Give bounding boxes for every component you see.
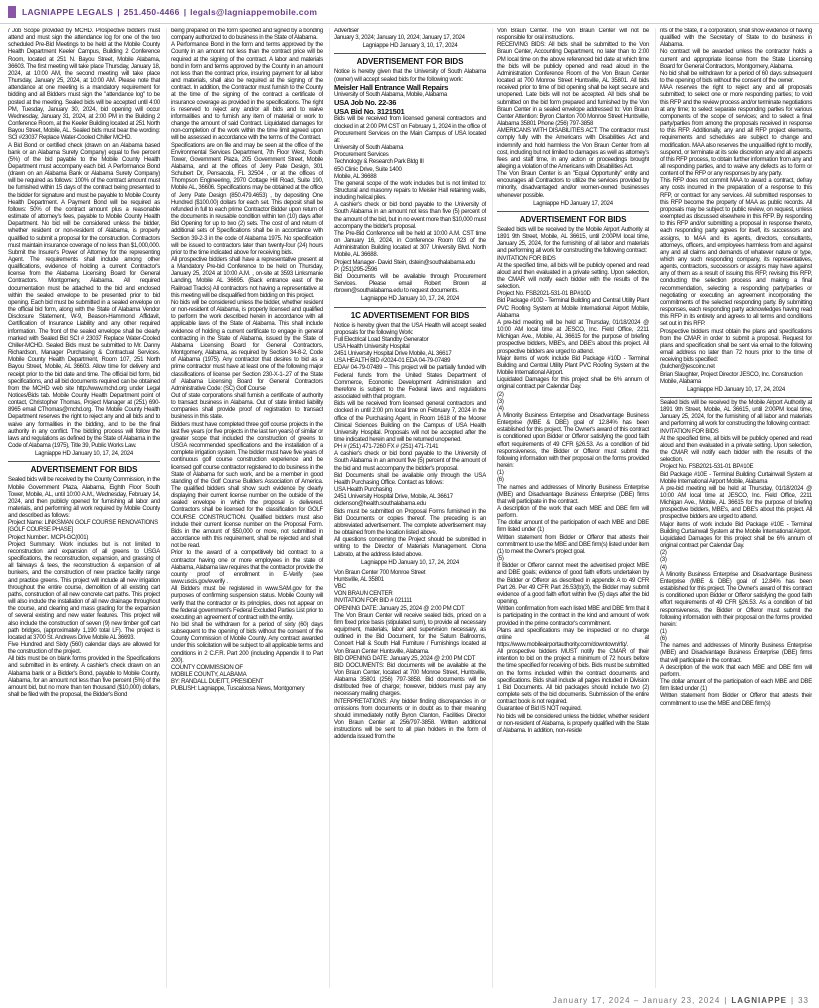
publication-signoff: Lagniappe HD January 3, 10, 17, 2024 [362,43,458,50]
notice-paragraph: Five Hundred and Sixty (560) calendar days are allowed for the construction of the project. [8,641,160,656]
notice-paragraph: Bid Documents will be available through Procurement Services. Please email Robert Brown at rbrown@southalabama.edu to request documents. [334,273,486,295]
notice-line: COUNTY COMMISSION OF [171,664,243,671]
notice-paragraph: Written statement from Bidder or Offeror that attests their commitment to use the MBE and DBE firm(s) [660,693,812,707]
column-2 [166,28,323,988]
notice-line: (2) [660,550,667,557]
notice-line: University of South Alabama, Mobile, Alabama [334,92,448,99]
notice-line: (bulcher@jescoinc.net [660,364,715,371]
notice-paragraph: Project Summary: Work includes but is not limited to reconstruction and expansion of all greens to USGA specifications, the reconstruction, expansion, and grassing of all fairways & tees, the reconstruction & expansion of all bunkers, and the construction of new practice facility range and practice greens. This project will include all new irrigation throughout the entire course, demolition of all existing cart paths, construction of all new concrete cart paths. This project will also include the installation of all new drainage throughout the course, and clearing and mass grading for the expansion of several existing and new water features. This project will also include the construction of seven (9) new timber golf cart path bridges, (approximately 1,190 total LF). The project is located at 3700 St. Andrews Drive Mobile AL 36693. [8,541,160,641]
notice-line: USA HEALTH BID #2024-01 EDA 04-79-07489 [334,358,451,365]
notice-title: USA Job No. 22-36 [334,98,397,108]
section-marker [8,6,16,18]
column-5 [655,28,812,988]
header-separator: | [117,6,120,17]
notice-paragraph: No bid shall be withdrawn for a period of sixty (60) days subsequent to the opening of bids without the consent of the County Commission of Mobile County. Any contract awarded under this solicitation will be subject to all applicable terms and conditions in 2 C.F.R. Part 200 (including Appendix II to Part 200). [171,621,323,664]
notice-paragraph: AMERICANS WITH DISABILITIES ACT: The contractor must comply fully with the Americans with Disabilities Act and indemnify and hold harmless the Von Braun Center from all cost, including but not limited to damages as well as attorney's fees and staff time, in any action or proceedings brought alleging a violation of the Americans with Disabilities Act. [497,128,649,170]
publication-signoff: Lagniappe HD January 10, 17, 24, 2024 [361,559,459,566]
notice-paragraph: A pre-bid meeting will be held at Thursday, 01/18/2024 @ 10:00 AM local time at JESCO, Inc. Field Office, 2211 Michigan Ave., Mobile, AL 36615 for the purpose of briefing prospective bidders, MBE's, and DBE's about this project. All prospective bidders are urged to attend. [497,319,649,355]
notice-paragraph: Liquidated Damages for this project shall be 6% annum of original contract per Calendar Day. [497,377,649,391]
notice-paragraph: Out of state corporations shall furnish a certificate of authority to transact business in Alabama. Out of state limited liability companies shall provide proof of registration to transact business in this state. [171,392,323,421]
notice-line: MOBILE COUNTY, ALABAMA [171,672,247,679]
notice-paragraph: No bid shall be withdrawn for a period of 60 days subsequent to the opening of bids without the consent of the owner. [660,70,812,85]
notice-line: Huntsville, AL 35801 [334,576,384,583]
notice-paragraph: This RFP does not commit MAA to award a contract, defray any costs incurred in the preparation of a response to this RFP, or contract for any services. All submitted responses to this RFP become the property of MAA as public records. All proposals may be subject to public review, on request, unless exempted as discussed elsewhere in this RFP. By responding to this RFP and/or submitting a proposal in response thereto, each responding party agrees for itself, its successors and assigns, to MAA and its agents, directors, consultants, attorneys, officers, and employees harmless from and against any and all claims and demands of whatever nature or type, which any such responding company, its representatives, agents, contractors, successors or assigns may have against any of them as a result of issuing this RFP, revising this RFP, conducting the selection process and making a final recommendation, selecting a responding party/parties or negotiating or executing an agreement incorporating the commitments of the selected responding party. By submitting responses, each responding party acknowledges having read this RFP in its entirety and agrees to all terms and conditions set out in this RFP. [660,178,812,328]
notice-line: Project No. FSB2021-531-01 BP#10D [497,291,591,298]
footer-page-number: 33 [798,995,809,1005]
notice-line: 2451 University Hospital Drive Mobile, AL 36617 [334,351,452,358]
notice-title: Meisler Hall Entrance Wall Repairs [334,82,449,92]
notice-paragraph: Bid Package #10D - Terminal Building and Central Utility Plant PVC Roofing System at Mobile International Airport Mobile, Alabama [497,298,649,319]
notice-line: USA Health Purchasing [334,487,392,494]
notice-line: (4) [497,405,504,412]
notice-paragraph: A cashier's check or bid bond payable to the University of South Alabama in an amount not less than five (5) percent of the amount of the bid, but in no event more than $10,000 must accompany the bidder's proposal. [334,202,486,230]
notice-line: USA Health University Hospital [334,343,410,350]
notice-paragraph: Major items of work include Bid Package #10E - Terminal Building Curtainwall System at the Mobile International Airport. [660,521,812,535]
notice-line: Advertiser [334,28,359,34]
notice-paragraph: INTERPRETATIONS: Any bidder finding discrepancies in or omissions from documents or in doubt as to their meaning should immediately notify Byron Clanton, Facilities Director Von Braun Center at 256/797-3858. Written additional instructions will be sent to all plan holders in the form of addenda issued from the [334,698,486,741]
notice-line: Technology & Research Park Bldg III [334,159,424,166]
notice-paragraph: A cashier's check or bid bond payable to the University of South Alabama in an amount five (5) percent of the amount of the bid and must accompany the bidder's proposal. [334,451,486,472]
notice-paragraph: being prepared on the form specified and signed by a bonding company authorized to do business in the State of Alabama. [171,28,323,42]
notice-paragraph: A description of the work that each MBE and DBE firm will perform. [497,506,649,520]
notice-paragraph: Major items of work include Bid Package #10D - Terminal Building and Central Utility Plant PVC Roofing System at the Mobile International Airport. [497,355,649,377]
notice-paragraph: Sealed bids will be received by the County Commission, in the Mobile Government Plaza, Alabama, Eighth Floor South Tower, Mobile, AL, until 10:00 A.M., Wednesday, February 14, 2024, and then publicly opened for furnishing all labor and materials, and performing all work required by Mobile County and described as follows: [8,477,160,520]
notice-paragraph: All prospective bidders MUST notify the CMAR of their intention to bid on the project a minimum of 72 hours before the time specified for receiving of bids. Bids must be submitted on the forms included within the contract documents and specifications. Bids shall include all pages included in Division 1 Bid Documents. All bid packages should include two (2) complete sets of the bid documents. Submission of the entire contract book is not required. [497,649,649,706]
notice-line: (2) [497,391,504,398]
publication-signoff: Lagniappe HD January 10, 17, 24, 2024 [35,451,133,458]
notice-paragraph: A pre-bid meeting will be held at Thursday, 01/18/2024 @ 10:00 AM local time at JESCO, Inc. Field Office, 2211 Michigan Ave., Mobile, AL 36615 for the purpose of briefing prospective bidders, MBE's, and DBE's about this project. All prospective bidders are urged to attend. [660,485,812,521]
notice-line: (6) [497,477,504,484]
notice-paragraph: nts of the State, if a corporation, shall show evidence of having qualified with the Secretary of State to do business in Alabama. [660,28,812,49]
notice-paragraph: Notice is hereby given that the University of South Alabama (owner) will accept sealed bids for the following work: [334,69,486,83]
notice-paragraph: Specifications are on file and may be seen at the office of the Environmental Services Department, 7th Floor West, South Tower, Government Plaza, 205 Government Street, Mobile Alabama, and at the offices of Jerry Pate Design, 301 Schubert Dr, Pensacola, FL 32504 , or at the offices of Thompson Engineering, 2970 Cottage Hill Road, Suite 190, Mobile AL, 36606. Specifications may be obtained at the office of Jerry Pate Design (850.479.4653) , by depositing One Hundred ($100.00) dollars for each set. This deposit shall be refunded in full to each prime Contractor Bidder upon return of the documents in reusable condition within ten (10) days after Bid Opening for up to two (2) sets. The cost of and return of additional sets of Specifications shall be in accordance with Section 39-2-3 in the code of Alabama 1975. No specification will be issued to contractors later than twenty-four (24) hours prior to the time indicated above for receiving bids. [171,142,323,256]
notice-line: Mobile, Alabama [660,378,701,385]
notice-paragraph: Written statement from Bidder or Offeror that attests their commitment to use the MBE and DBE firm(s) listed under item (1) to meet the Owner's project goal. [497,534,649,555]
notice-paragraph: MAA reserves the right to reject any and all proposals submitted; to select one or more responding parties; to void this RFP and the review process and/or terminate negotiations at any time; to select separate responding parties for various components of the scope of services; and to select a final party/parties from among the proposals received in response to this RFP. Additionally, any and all RFP project elements, requirements and schedules are subject to change and modification. MAA also reserves the unqualified right to modify, suspend, or terminate at its sole discretion any and all aspects of this RFP process, to obtain further information from any and all responding parties, and to waive any defects as to form or content of the RFP or any responses by any party. [660,85,812,178]
notice-heading: ADVERTISEMENT FOR BIDS [334,53,486,67]
notice-line: Guarantee of Bid IS NOT required. [497,706,582,713]
notice-line: Von Braun Center 700 Monroe Street [334,569,426,576]
notice-line: INVITATION FOR BID # 021111 [334,598,413,605]
notice-title: USA Bid No. 3121501 [334,106,405,116]
column-3 [329,28,486,988]
notice-line: University of South Alabama [334,145,404,152]
notice-line: (1) [497,470,504,477]
notice-paragraph: The general scope of the work includes but is not limited to: Structural and masonry repairs to Meisler Hall retaining walls, including helical piles. [334,180,486,202]
notice-line: (4) [660,564,667,571]
notice-line: (3) [660,557,667,564]
notice-paragraph: EDA# 04-79-07489 – This project will be partially funded with Federal funds from the United States Department of Commerce, Economic Development Administration and therefore is subject to the Federal laws and regulations associated with that program. [334,365,486,401]
notice-paragraph: Prospective bidders must obtain the plans and specifications from the CMAR in order to submit a proposal. Request for plans and specification shall be sent via email to the following email address no later than 72 hours prior to the time of receiving bids specified: [660,328,812,364]
publication-signoff: Lagniappe HD January 10, 17, 24, 2024 [687,386,785,393]
section-title: LAGNIAPPE LEGALS [22,6,114,17]
legal-columns [8,28,812,988]
notice-paragraph: At the specified time, all bids will be publicly opened and read aloud and then evaluated in a private setting. Upon selection, the CMAR will notify each bidder with the results of the selection. [497,262,649,291]
notice-paragraph: A Performance Bond in the form and terms approved by the County in an amount not less than the contract price will be required at the signing of the contract. A labor and materials bond in form and terms approved by the County in an amount not less than the contract price, insuring payment for all labor and materials, shall also be required at the signing of the contract. In addition, the Contractor must furnish to the County at the time of the signing of the contract a certificate of insurance coverage as provided in the specifications. The right is reserved to reject any and/or all bids and to waive informalities and to furnish any item of material or work to change the amount of said Contract. Liquidated damages for non-completion of the work within the time limit agreed upon will be assessed in accordance with the terms of the Contract. [171,42,323,142]
notice-line: January 3, 2024; January 10, 2024; January 17, 2024 [334,35,465,42]
notice-line: Project Manager- David Stein, dstein@southalabama.edu [334,259,476,266]
notice-heading: 1C ADVERTISEMENT FOR BIDS [334,307,486,321]
notice-paragraph: No bids will be considered unless the bidder, whether resident or non-resident of Alabama, is properly qualified with the State of Alabama. In addition, non-reside [497,713,649,734]
notice-paragraph: Plans and specifications may be inspected or no charge online at https://www.mobileairportauthority.com/downtown/rfq/. [497,627,649,648]
page-header [0,0,819,24]
notice-line: INVITATION FOR BIDS [660,428,719,435]
notice-paragraph: / Job Scope provided by MCHD. Prospective bidders must attend and must sign the attendance log for one of the two scheduled Pre-Bid Meetings to be held at the Mobile County Health Department Keeler Campus, Building 2 Conference Room, located at 251 N. Bayou Street, Mobile Alabama, 36603. The first meeting will take place Thursday, January 18, 2024, at 10:00 AM, the second meeting will take place Thursday, January 25, 2024, at 10:00 AM. Please note that attendance at one meeting is a mandatory requirement for bidding and all Bidders must sign the "attendance log" to be posted at the meeting. Sealed bids will be accepted until 4:00 PM, Tuesday, January 30, 2024, bid opening will occur Wednesday, January 31, 2024, at 2:00 PM in the Building 2 Conference Room, at the Keeler Building located at 251 North Bayou Street, Mobile, AL. Sealed bids must bear the wording: SCI #23037 Replace Water-Cooled Chiller MCHD. [8,28,160,142]
notice-line: (5) [497,556,504,563]
column-4 [492,28,649,988]
notice-paragraph: If Bidder or Offeror cannot meet the advertised project MBE and DBE goals; evidence of good faith efforts undertaken by the Bidder or Offeror as described in appendix A to 49 CFR Part 26. Per 49 CFR Part 26.53(b)(3), the Bidder may submit evidence of a good faith effort within five (5) days after the bid opening. [497,563,649,606]
notice-line: 650 Clinic Drive, Suite 1400 [334,166,402,173]
notice-paragraph: Von Braun Center. The Von Braun Center will not be responsible for oral instructions. [497,28,649,42]
notice-paragraph: Bids will be received from licensed general contractors and clocked in until 2:00 pm local time on February 7, 2024 in the office of the Purchasing Agent, in Room 1618 of the Moorer Clinical Sciences Building on the Campus of USA Health University Hospital. Proposals will not be accepted after the time indicated herein and will be returned unopened. [334,401,486,443]
notice-paragraph: Notice is hereby given that the USA Health will accept sealed proposals for the following Work: [334,322,486,336]
notice-paragraph: Bids must be submitted on Proposal Forms furnished in the Bid Documents or copies thereof. The preceding is an abbreviated advertisement. The complete advertisement may be obtained from the location listed above. [334,508,486,537]
page-footer: January 17, 2024 – January 23, 2024 | LAGNIAPPE | 33 [552,995,809,1005]
notice-heading: ADVERTISEMENT FOR BIDS [497,211,649,225]
notice-line: VON BRAUN CENTER [334,591,393,598]
notice-line: [GOLF COURSE PHASE] [8,527,73,534]
notice-line: Project No. FSB2021-531-01 BP#10E [660,464,754,471]
notice-paragraph: The names and addresses of Minority Business Enterprise (MBE) and Disadvantage Business Enterprise (DBE) firms that will participate in the contract. [497,484,649,505]
notice-paragraph: At the specified time, all bids will be publicly opened and read aloud and then evaluated in a private setting. Upon selection, the CMAR will notify each bidder with the results of the selection. [660,435,812,464]
notice-paragraph: A Minority Business Enterprise and Disadvantage Business Enterprise (MBE & DBE) goal of 12.84% has been established for this project. The Owner's award of this contract is conditioned upon Bidder or Offeror satisfying the good faith effort requirements of 49 CFR §26.53. As a condition of bid responsiveness, the Bidder or Offeror must submit the following information with their proposal on the forms provided herein: [497,412,649,470]
notice-line: INVITATION FOR BIDS [497,255,556,262]
publication-signoff: Lagniappe HD January 17, 2024 [533,200,613,207]
notice-line: VBC [334,584,346,591]
notice-line: ckdenson@health.southalabama.edu [334,501,426,508]
notice-paragraph: A description of the work that each MBE and DBE firm will perform. [660,664,812,678]
notice-line: 2451 University Hospital Drive, Mobile, AL 36617 [334,494,453,501]
notice-line: Procurement Services [334,152,389,159]
notice-paragraph: Bids will be received from licensed general contractors and clocked in at 2:00 PM CST on February 1, 2024 in the office of Procurement Services on the Main Campus of USA located at: [334,116,486,144]
header-email[interactable]: legals@lagniappemobile.com [190,6,318,17]
notice-paragraph: The Pre-Bid Conference will be held at 10:00 A.M. CST time on January 16, 2024, in Conference Room 023 of the Administration Building located at 307 University Blvd. North Mobile, AL 36688. [334,230,486,259]
notice-paragraph: No bids will be considered unless the bidder, whether resident or non-resident of Alabama, is properly licensed and qualified to perform the work described herein in accordance with all applicable laws of the State of Alabama. This shall include evidence of holding a current certificate to engage in general contracting in the State of Alabama, issued by the State of Alabama Licensing Board for General Contractors, Montgomery, Alabama, as required by Section 34-8-2, Code of Alabama (1975). Any contractor that desires to bid as a prime contractor must have at least one of the following major classifications of license per Section 230-X-1-.27 of the State of Alabama Licensing Board for General Contractors Administrative Code: (SC) Golf Course [171,299,323,392]
notice-paragraph: The Von Braun Center is an "Equal Opportunity" entity and encourages all Contractors to utilize the services provided by minority, disadvantaged and/or women-owned businesses whenever possible. [497,171,649,199]
notice-paragraph: The Von Braun Center will receive sealed bids, priced on a firm fixed price basis (stipulated sum), to provide all necessary equipment, materials, labor and supervision necessary, as outlined in the Bid Document, for the Saturn Ballrooms, Concert Hall & South Hall Furniture / Furnishings located at Von Braun Center Huntsville, Alabama. [334,612,486,655]
column-1 [8,28,160,988]
notice-line: Project Number:. MCPI-GC(001) [8,534,89,541]
notice-paragraph: All Bidders must be registered in www.SAM.gov for the purposes of confirming suspension status. Mobile County will verify that the contractor or its principles, does not appear on the federal government's Federal Excluded Parties List prior to executing an agreement of contract with the entity. [171,586,323,621]
notice-paragraph: Sealed bids will be received by the Mobile Airport Authority at 1891 9th Street, Mobile, AL 36615, until 2:00PM local time, January 25, 2024, for the furnishing of all labor and materials and performing all work for constructing the following contract: [660,399,812,428]
section-divider [660,397,812,398]
notice-line: BID OPENING DATE: January 25, 2024 @ 2:00 PM CDT [334,655,476,662]
publication-signoff: Lagniappe HD January 10, 17, 24, 2024 [361,296,459,303]
notice-paragraph: The names and addresses of Minority Business Enterprise (MBE) and Disadvantage Business Enterprise (DBE) firms that will participate in the contract. [660,643,812,664]
notice-paragraph: No contract will be awarded unless the contractor holds a current and appropriate license from the State Licensing Board for General Contractors, Montgomery, Alabama. [660,49,812,70]
notice-paragraph: Bidders must have completed three golf course projects in the last five years (or five projects in the last ten years) of similar or greater scope that included the construction of greens to USGA recommended specifications and the installation of a complete irrigation system. The bidder must have five years of continuous golf course construction experience and be licensed golf course contractor registered to do business in the State of Alabama for such work, and be a member in good standing of the Golf Course Builders Association of America. The qualified bidders shall show such evidence by clearly displaying their current license number on the outside of the sealed envelope in which the proposal is delivered. Contractors shall be licensed for the classification for GOLF COURSE CONSTRUCTION. Qualified bidders must also include their current license number on the Proposal Form. Bids in the amount of $50,000 or more, not submitted in accordance with this requirement, shall be rejected and shall not be read. [171,421,323,550]
notice-paragraph: All bids must be on blank forms provided in the Specifications and submitted in its entirety. A cashier's check drawn on an Alabama bank or a Bidder's Bond, payable to Mobile County, Alabama, for an amount not less than five percent (5%) of the amount bid, but no more than ten thousand ($10,000) dollars, shall be filed with the proposal, the Bidder's Bond [8,656,160,699]
notice-paragraph: Bid Documents shall be available only through the USA Health Purchasing Office. Contact as follows: [334,472,486,486]
notice-line: PH # (251) 471-7260 FX # (251) 471-7141 [334,444,439,451]
notice-paragraph: Liquidated Damages for this project shall be 6% annum of original contract per Calendar Day. [660,535,812,550]
notice-line: BY: RANDALL DUEITT, PRESIDENT [171,679,264,686]
notice-paragraph: All prospective bidders shall have a representative present at a Mandatory Pre-bid Conference to be held on Thursday, January 25, 2024 at 10:00 A.M. , on-site at 3593 Linksmanie Landing, Mobile AL 36695. (Back entrance east of the Railroad Tracks) All contractors not having a representative at this meeting will be disqualified from bidding on this project. [171,257,323,299]
notice-paragraph: A Minority Business Enterprise and Disadvantage Business Enterprise (MBE & DBE) goal of 12.84% has been established for this project. The Owner's award of this contract is conditioned upon Bidder or Offeror satisfying the good faith effort requirements of 49 CFR §26.53. As a condition of bid responsiveness, the Bidder or Offeror must submit the following information with their proposal on the forms provided herein: [660,571,812,628]
notice-line: Project Name: LINKSMAN GOLF COURSE RENOVATIONS [8,520,158,527]
notice-paragraph: The dollar amount of the participation of each MBE and DBE firm listed under (1) [660,679,812,693]
notice-line: (6) [660,636,667,643]
header-phone: 251.450-4466 [123,6,180,17]
notice-paragraph: Prior to the award of a competitively bid contract to a contractor having one or more employees in the state of Alabama, Alabama law requires that the contractor provide the county proof of enrollment in E-Verify (see www.uscis.gov/everify . [171,550,323,586]
notice-line: Full Electrical Load Standby Generator [334,336,429,343]
notice-paragraph: RECEIVING BIDS: All bids shall be submitted to the Von Braun Center, Accounting Department, no later than to 2:00 PM local time on the above referenced bid date at which time the bids will be publicly opened and read aloud in the Administration Conference Room of the Von Braun Center located at 700 Monroe Street Huntsville, AL 35801. All bids received prior to time of bid opening shall be kept secure and unopened. Late bids will not be accepted. All bids shall be submitted on the bid form prepared and furnished by the Von Braun Center in a sealed envelope addressed to: Von Braun Center Attention: Byron Clanton 700 Monroe Street Huntsville, Alabama 35801 Phone (256) 797-3858 [497,42,649,128]
notice-heading: ADVERTISEMENT FOR BIDS [8,461,160,475]
footer-dates: January 17, 2024 – January 23, 2024 [552,995,721,1005]
footer-brand: LAGNIAPPE [731,995,788,1005]
notice-line: Mobile, AL 36688 [334,173,377,180]
notice-paragraph: BID DOCUMENTS: Bid documents will be available at the Von Braun Center, located at 700 Monroe Street, Huntsville, Alabama 35801 (256) 797-3858. Bid documents will be distributed free of charge; however, bidders must pay any necessary mailing charges. [334,662,486,698]
notice-line: Brian Slaughter, Project Director JESCO, Inc. Construction [660,371,803,378]
notice-paragraph: All questions concerning the Project should be submitted in writing to the Director of Materials Management. Clona Labrato, at the address listed above. [334,537,486,558]
notice-paragraph: A Bid Bond or certified check (drawn on an Alabama based bank or an Alabama Surety Company) equal to five percent (5%) of the bid payable to the Mobile County Health Department must accompany each bid. A Performance Bond (drawn on an Alabama Bank or Alabama Surety Company) will be required as follows: 100% of the contract amount must be furnished within 15 days of the contract being presented to the bidder for signature and must be payable to Mobile County Health Department. A Payment Bond will be required as follows: 50% of the contract amount plus a reasonable estimate of attorney's fees, payable to Mobile County Health Department. No bid will be considered unless the bidder, whether resident or non-resident of Alabama, is properly qualified to submit a proposal for the construction. Contractors must maintain insurance coverage of no less than $1,000,000. Submit the Insurer's Power of Attorney for the representing Agent. The requirements shall include among other qualifications, evidence of holding a current Contractor's license from the Alabama Licensing Board for General Contractors. Montgomery, Alabama. All required documentation must be attached to the bid and enclosed within the sealed envelope to be presented prior to bid opening. Each bid must be submitted in a sealed envelope on the official bid form, along with the State of Alabama Vendor Disclosure Statement, W-9, Beason-Hammond Affidavit, Certification of Insurance Liability and any other required information. The front of the sealed envelope shall be clearly marked with Sealed Bid SCI # 23037 Replace Water-Cooled Chiller-MCHD. Sealed Bids must be submitted to Mr. Danny Richardson, Manager Purchasing & Contractual Services. Mobile County Health Department, Room 107, 251 North Bayou Street, Mobile, AL 36603. Allow time for delivery and receipt prior to the bid date and time. The official bid form, bid specifications, and all bid documents required can be obtained from the MCHD web site http://www.mchd.org under Legal Notices/Bids tab. Mobile County Health Department point of contact, Christopher Thomas, Project Manager at (251) 690-8965 email CThomas@mchd.org. The Mobile County Health Department reserves the right to reject any and all bids and to waive any formalities in the bidding, and to be the final authority in any conflict. The bidding process will follow the laws and regulations as defined by the State of Alabama in the Code of Alabama (1975), Title 39, Public Works Law. [8,142,160,450]
notice-line: (3) [497,398,504,405]
notice-paragraph: Sealed bids will be received by the Mobile Airport Authority at 1891 9th Street, Mobile, AL 36615, until 2:00PM local time, January 25, 2024, for the furnishing of all labor and materials and performing all work for constructing the following contract: [497,226,649,255]
notice-line: (1) [660,628,667,635]
notice-paragraph: Written confirmation from each listed MBE and DBE firm that it is participating in the contract in the kind and amount of work provided in the prime contractor's commitment. [497,606,649,627]
notice-line: PUBLISH: Lagniappe, Tuscaloosa News, Montgomery [171,686,305,693]
notice-paragraph: Bid Package #10E - Terminal Building Curtainwall System at Mobile International Airport Mobile, Alabama [660,471,812,485]
header-separator: | [183,6,187,17]
notice-paragraph: The dollar amount of the participation of each MBE and DBE firm listed under (1) [497,520,649,534]
notice-line: OPENING DATE: January 25, 2024 @ 2:00 PM CDT [334,605,465,612]
notice-line: P: (251)295-2596 [334,266,378,273]
